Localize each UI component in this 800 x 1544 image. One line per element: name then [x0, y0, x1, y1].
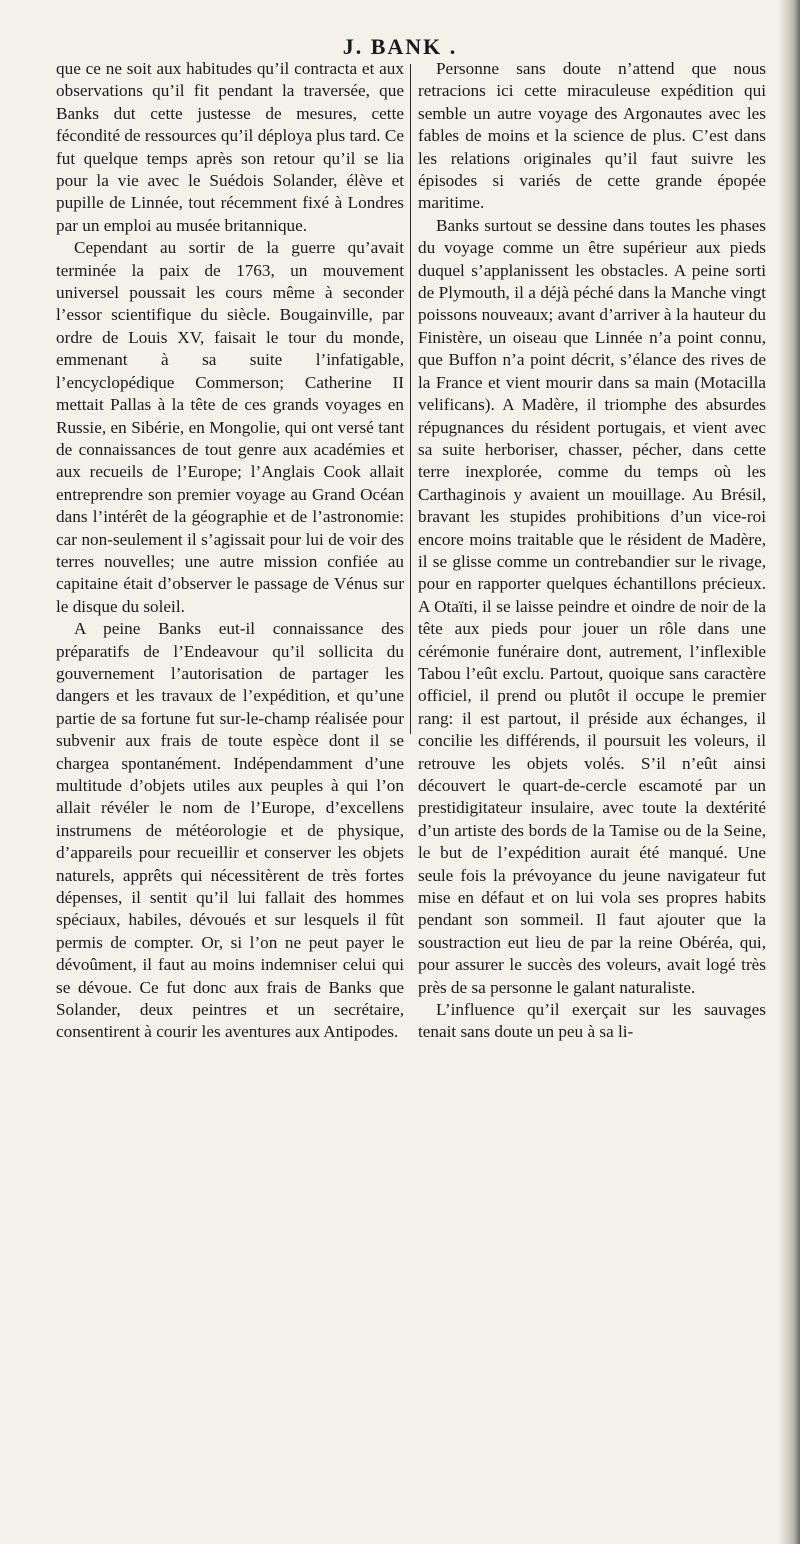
paragraph: L’influence qu’il exerçait sur les sauvages tenait sans doute un peu à sa li- [418, 1000, 766, 1042]
right-column [418, 58, 766, 1044]
left-column [56, 58, 404, 1044]
paragraph: Cependant au sortir de la guerre qu’avait terminée la paix de 1763, un mouvement universel poussait les cours même à seconder l’essor scientifique du siècle. Bougainville, par ordre de Louis XV, faisait le tour du monde, emmenant à sa suite l’infatigable, l’encyclopédique Commerson; Catherine II mettait Pallas à la tête de ces grands voyages en Russie, en Sibérie, en Mongolie, qui ont versé tant de connaissances de tout genre aux académies et aux recueils de l’Europe; l’Anglais Cook allait entreprendre son premier voyage au Grand Océan dans l’intérêt de la géographie et de l’astronomie: car non-seulement il s’agissait pour lui de voir des terres nouvelles; une autre mission confiée au capitaine était d’observer le passage de Vénus sur le disque du soleil. [56, 238, 404, 616]
page-edge-shadow [778, 0, 800, 1544]
paragraph: A peine Banks eut-il connaissance des préparatifs de l’Endeavour qu’il sollicita du gouvernement l’autorisation de partager les dangers et les travaux de l’expédition, et qu’une partie de sa fortune fut sur-le-champ réalisée pour subvenir aux frais de toute espèce dont il se chargea spontanément. Indépendamment d’une multitude d’objets utiles aux peuples à qui l’on allait révéler le nom de l’Europe, d’excellens instrumens de météorologie et de physique, d’appareils pour recueillir et conserver les objets naturels, apprêts qui nécessitèrent de très fortes dépenses, il sentit qu’il lui fallait des hommes spéciaux, habiles, dévoués et sur lesquels il fût permis de compter. Or, si l’on ne peut payer le dévoûment, il faut au moins indemniser celui qui se dévoue. Ce fut donc aux frais de Banks que Solander, deux peintres et un secrétaire, consentirent à courir les aventures aux Antipodes. [56, 619, 404, 1042]
paragraph: que ce ne soit aux habitudes qu’il contracta et aux observations qu’il fit pendant la traversée, que Banks dut cette justesse de mesures, cette fécondité de ressources qu’il déploya plus tard. Ce fut quelque temps après son retour qu’il se lia pour la vie avec le Suédois Solander, élève et pupille de Linnée, tout récemment fixé à Londres par un emploi au musée britannique. [56, 59, 404, 235]
paragraph: Banks surtout se dessine dans toutes les phases du voyage comme un être supérieur aux pieds duquel s’applanissent les obstacles. A peine sorti de Plymouth, il a déjà péché dans la Manche vingt poissons nouveaux; avant d’arriver à la hauteur du Finistère, un oiseau que Linnée n’a point connu, que Buffon n’a point décrit, s’élance des rives de la France et vient mourir dans sa main (Motacilla velificans). A Madère, il triomphe des absurdes répugnances du résident portugais, et vient avec sa suite herboriser, chasser, pécher, dans cette terre inexplorée, comme du temps où les Carthaginois y avaient un mouillage. Au Brésil, bravant les stupides prohibitions d’un vice-roi encore moins traitable que le résident de Madère, il se glisse comme un contrebandier sur le rivage, pour en rapporter quelques échantillons précieux. A Otaïti, il se laisse peindre et oindre de noir de la tête aux pieds pour jouer un rôle dans une cérémonie funéraire dont, autrement, l’inflexible Tabou l’eût exclu. Partout, quoique sans caractère officiel, il prend ou plutôt il occupe le premier rang: il est partout, il préside aux échanges, il concilie les différends, il poursuit les voleurs, il retrouve les objets volés. S’il n’eût ainsi découvert le quart-de-cercle escamoté par un prestidigitateur insulaire, avec toute la dextérité d’un artiste des bords de la Tamise ou de la Seine, le but de l’expédition aurait été manqué. Une seule fois la prévoyance du jeune navigateur fut mise en défaut et on lui vola ses propres habits pendant son sommeil. Il faut ajouter que la soustraction eut lieu de par la reine Obéréa, qui, pour assurer le succès des voleurs, avait logé très près de sa personne le galant naturaliste. [418, 215, 766, 997]
running-header: J. BANK . [342, 34, 458, 59]
column-divider [410, 64, 411, 734]
paragraph: Personne sans doute n’attend que nous retracions ici cette miraculeuse expédition qui semble un autre voyage des Argonautes avec les fables de moins et la science de plus. C’est dans les relations originales qu’il faut suivre les épisodes si variés de cette grande épopée maritime. [418, 59, 766, 213]
